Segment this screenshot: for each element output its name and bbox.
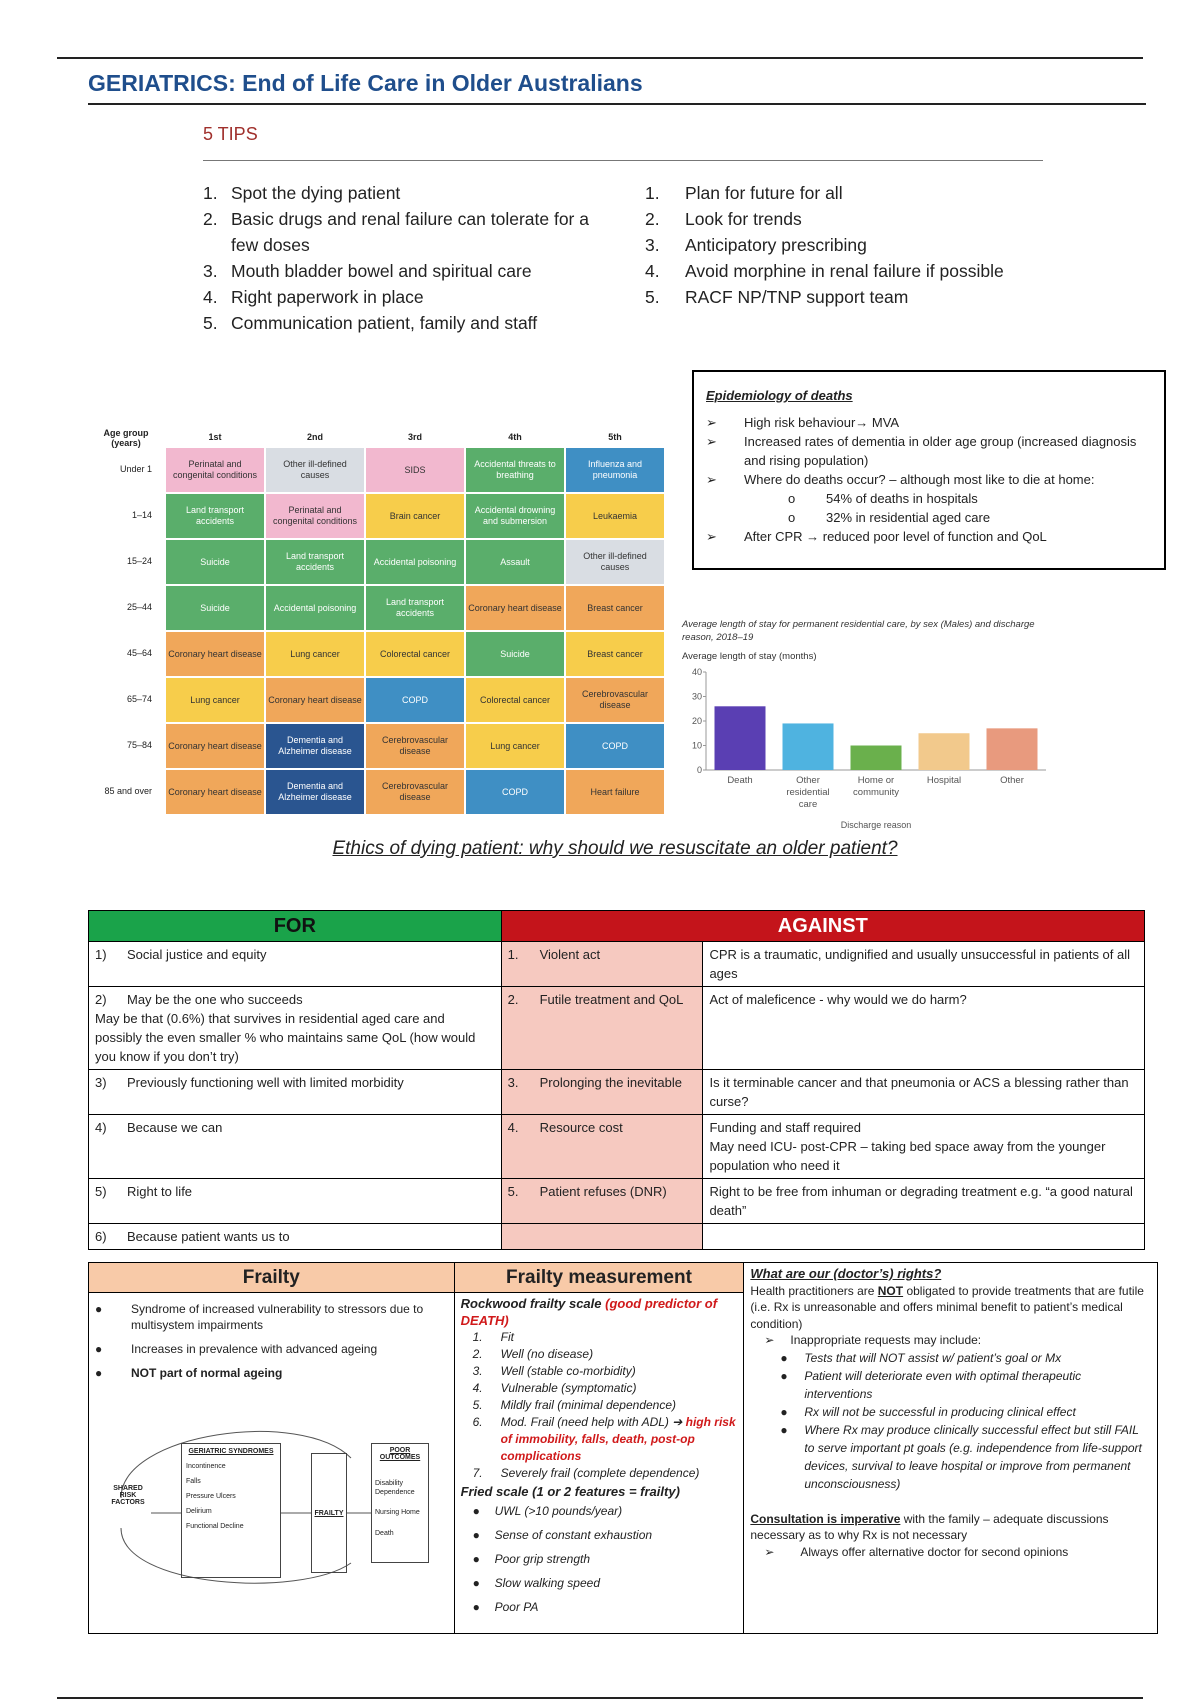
list-item: 1. Plan for future for all — [645, 183, 843, 203]
list-item: 4. Vulnerable (symptomatic) — [472, 1381, 637, 1395]
cause-cell: Coronary heart disease — [165, 769, 265, 815]
list-item: ● Sense of constant exhaustion — [472, 1528, 653, 1542]
list-item: 6. Mod. Frail (need help with ADL) ➔ high risk of immobility, falls, death, post-op complications — [472, 1415, 736, 1463]
list-item: Falls — [186, 1478, 201, 1485]
cause-cell: COPD — [465, 769, 565, 815]
list-item: ● Increases in prevalence with advanced ageing — [95, 1342, 378, 1356]
list-item: 5. Mildly frail (minimal dependence) — [472, 1398, 677, 1412]
length-of-stay-chart — [680, 660, 1060, 830]
age-label: 25–44 — [126, 602, 152, 612]
cause-cell: Accidental threats to breathing — [465, 447, 565, 493]
list-item: 2. Basic drugs and renal failure can tolerate for a few doses — [203, 209, 589, 255]
rank-header: 4th — [508, 432, 522, 442]
list-item: ➢ Always offer alternative doctor for second opinions — [764, 1544, 1069, 1559]
x-axis-label: Discharge reason — [840, 820, 912, 830]
cause-cell: Land transport accidents — [265, 539, 365, 585]
age-group-header: Age group (years) — [103, 428, 149, 448]
list-item: ➢ High risk behaviour→ MVA — [706, 415, 900, 430]
cause-cell: Lung cancer — [265, 631, 365, 677]
cause-cell: Coronary heart disease — [165, 631, 265, 677]
frailty-diagram — [101, 1413, 431, 1593]
cause-cell: Land transport accidents — [165, 493, 265, 539]
cause-cell: Accidental poisoning — [265, 585, 365, 631]
cause-cell: Perinatal and congenital conditions — [165, 447, 265, 493]
epidemiology-heading: Epidemiology of deaths — [706, 388, 853, 403]
x-tick-label: Hospital — [926, 775, 962, 786]
list-item: 3. Anticipatory prescribing — [645, 235, 867, 255]
list-item: o 54% of deaths in hospitals — [788, 491, 978, 506]
tips-rule — [203, 160, 1043, 161]
fried-list — [461, 1499, 738, 1619]
list-item: Incontinence — [186, 1463, 226, 1470]
cause-cell: Dementia and Alzheimer disease — [265, 769, 365, 815]
frailty-measurement-cell: Rockwood frailty scale (good predictor of DEATH) 1. Fit 2. Well (no disease) 3. Well (stable co-morbidity) 4. Vulnerable (symptomatic) 5. Mildly frail (minimal dependence) 6. Mod. Frail (need help with ADL) ➔ high risk of immobility, falls, death, post-op complications 7. Severely frail (complete dependence) Fried scale (1 or 2 features = frailty) ● UWL (>10 pounds/year) ● Sense of constant exhaustion ● Poor grip strength ● Slow walking speed ● Poor PA — [454, 1293, 744, 1634]
tips-heading: 5 TIPS — [203, 124, 258, 144]
against-header: AGAINST — [501, 911, 1144, 942]
cause-cell: Breast cancer — [565, 585, 665, 631]
list-item: 5. RACF NP/TNP support team — [645, 287, 909, 307]
cause-cell: Coronary heart disease — [265, 677, 365, 723]
list-item: ➢ Where do deaths occur? – although most like to die at home: — [706, 472, 1095, 487]
cause-cell: Coronary heart disease — [465, 585, 565, 631]
cause-cell: Other ill-defined causes — [565, 539, 665, 585]
cause-cell: Other ill-defined causes — [265, 447, 365, 493]
y-tick-label: 0 — [696, 765, 702, 775]
list-item: 3. Well (stable co-morbidity) — [472, 1364, 636, 1378]
title-underline — [88, 103, 1146, 105]
list-item: Nursing Home — [375, 1509, 420, 1516]
rights-heading: What are our (doctor’s) rights? — [750, 1266, 942, 1281]
list-item: ➢ Inappropriate requests may include: — [764, 1333, 982, 1347]
list-item: Functional Decline — [186, 1523, 244, 1530]
cause-cell: Cerebrovascular disease — [565, 677, 665, 723]
x-tick-label: Death — [727, 775, 753, 786]
list-item: ➢ Increased rates of dementia in older age group (increased diagnosis and rising population) — [706, 434, 1137, 468]
cause-cell: SIDS — [365, 447, 465, 493]
frailty-cell — [89, 1293, 455, 1634]
cause-cell: Accidental poisoning — [365, 539, 465, 585]
cause-cell: COPD — [565, 723, 665, 769]
cause-cell: Colorectal cancer — [365, 631, 465, 677]
list-item: 5. Communication patient, family and staff — [203, 313, 538, 333]
bar — [851, 746, 902, 771]
doctor-rights-cell: What are our (doctor’s) rights? Health practitioners are NOT obligated to provide treatments that are futile (i.e. Rx is unreasonable and offers minimal benefit to patient’s medical condition) ➢ Inappropriate requests may include: ● Tests that will NOT assist w/ patient’s goal or Mx ● Patient will deteriorate even with optimal therapeutic interventions ● Rx will not be successful in producing clinical effect ● Where Rx may produce clinically successful effect but still FAIL to serve important pt goals (e.g. independence from life-support devices, survival to leave hospital or improve from permanent unconsciousness) Consultation is imperative with the family – adequate discussions necessary as to why Rx is not necessary ➢ Always offer alternative doctor for second opinions — [744, 1263, 1158, 1634]
bar — [919, 733, 970, 770]
cause-cell: Perinatal and congenital conditions — [265, 493, 365, 539]
table-row: 6) Because patient wants us to — [89, 1224, 1145, 1250]
rockwood-list — [461, 1329, 738, 1482]
table-row: 1) Social justice and equity 1. Violent act CPR is a traumatic, undignified and usually unsuccessful in patients of all ages — [89, 942, 1145, 987]
table-row: 2) May be the one who succeeds May be that (0.6%) that survives in residential aged care and possibly the even smaller % who maintains same QoL (how would you know if you don’t try) 2. Futile treatment and QoL Act of maleficence - why would we do harm? — [89, 987, 1145, 1070]
list-item: ● Poor PA — [472, 1600, 539, 1614]
rank-header: 2nd — [306, 432, 323, 442]
list-item: Disability Dependence — [375, 1480, 415, 1496]
age-label: Under 1 — [119, 464, 152, 474]
rank-header: 1st — [208, 432, 222, 442]
cause-cell: Land transport accidents — [365, 585, 465, 631]
list-item: 7. Severely frail (complete dependence) — [472, 1466, 700, 1480]
y-tick-label: 10 — [691, 740, 702, 751]
list-item: Death — [375, 1530, 394, 1537]
cause-cell: COPD — [365, 677, 465, 723]
cause-cell: Influenza and pneumonia — [565, 447, 665, 493]
poor-outcomes-box: POOR OUTCOMES Disability Dependence Nursing Home Death — [371, 1443, 429, 1563]
cause-cell: Lung cancer — [165, 677, 265, 723]
list-item: ● Tests that will NOT assist w/ patient’s goal or Mx — [780, 1350, 1062, 1365]
table-row: 4) Because we can 4. Resource cost Funding and staff required May need ICU- post-CPR – taking bed space away from the younger population who need it — [89, 1115, 1145, 1179]
list-item: ● Syndrome of increased vulnerability to stressors due to multisystem impairments — [95, 1302, 424, 1332]
age-label: 85 and over — [104, 786, 152, 796]
cause-cell: Suicide — [165, 539, 265, 585]
rank-header: 5th — [608, 432, 622, 442]
tips-right-list — [645, 180, 1065, 310]
list-item: ● Slow walking speed — [472, 1576, 601, 1590]
frailty-measurement-header: Frailty measurement — [454, 1263, 744, 1293]
list-item: ● UWL (>10 pounds/year) — [472, 1504, 623, 1518]
cause-cell: Suicide — [465, 631, 565, 677]
chart-ylabel: Average length of stay (months) — [682, 651, 817, 662]
list-item: Delirium — [186, 1508, 212, 1515]
y-tick-label: 40 — [691, 667, 702, 677]
cause-cell: Brain cancer — [365, 493, 465, 539]
list-item: ● Where Rx may produce clinically successful effect but still FAIL to serve important pt goals (e.g. independence from life-support devices, survival to leave hospital or improve from permanent unconsciousness) — [780, 1422, 1142, 1491]
cause-cell: Coronary heart disease — [165, 723, 265, 769]
top-rule — [57, 57, 1143, 59]
bar — [783, 723, 834, 770]
age-label: 65–74 — [126, 694, 152, 704]
list-item: o 32% in residential aged care — [788, 510, 991, 525]
geriatric-syndromes-box: GERIATRIC SYNDROMES Incontinence Falls Pressure Ulcers Delirium Functional Decline — [181, 1443, 281, 1578]
tips-left-list — [203, 180, 613, 336]
chart-title: Average length of stay for permanent residential care, by sex (Males) and discharge reason, 2018–19 — [682, 619, 1035, 643]
y-tick-label: 20 — [691, 716, 702, 726]
epidemiology-box — [692, 370, 1166, 570]
cause-cell: Leukaemia — [565, 493, 665, 539]
list-item: ➢ After CPR → reduced poor level of function and QoL — [706, 529, 1047, 544]
age-label: 15–24 — [126, 556, 152, 566]
cause-cell: Assault — [465, 539, 565, 585]
list-item: 4. Avoid morphine in renal failure if possible — [645, 261, 1004, 281]
list-item: ● Poor grip strength — [472, 1552, 590, 1566]
frailty-header: Frailty — [89, 1263, 455, 1293]
age-label: 75–84 — [126, 740, 152, 750]
rockwood-title: Rockwood frailty scale — [460, 1296, 602, 1311]
list-item: Pressure Ulcers — [186, 1493, 236, 1500]
cause-cell: Dementia and Alzheimer disease — [265, 723, 365, 769]
x-tick-label: Other — [1000, 775, 1024, 786]
bar — [715, 706, 766, 770]
page-title: GERIATRICS: End of Life Care in Older Australians — [88, 70, 643, 96]
list-item: 2. Well (no disease) — [472, 1347, 594, 1361]
bar — [987, 728, 1038, 770]
list-item: 1. Fit — [472, 1330, 514, 1344]
list-item: 4. Right paperwork in place — [203, 287, 424, 307]
list-item: ● Rx will not be successful in producing clinical effect — [780, 1404, 1076, 1419]
rank-header: 3rd — [407, 432, 422, 442]
frailty-table — [88, 1262, 1158, 1634]
age-label: 45–64 — [126, 648, 152, 658]
table-row: 5) Right to life 5. Patient refuses (DNR) Right to be free from inhuman or degrading treatment e.g. “a good natural death” — [89, 1179, 1145, 1224]
x-tick-label: Home or community — [853, 775, 899, 798]
ethics-table — [88, 910, 1145, 1250]
for-header: FOR — [89, 911, 502, 942]
cause-cell: Colorectal cancer — [465, 677, 565, 723]
cause-cell: Lung cancer — [465, 723, 565, 769]
list-item: ● Patient will deteriorate even with optimal therapeutic interventions — [780, 1368, 1082, 1401]
fried-title: Fried scale (1 or 2 features = frailty) — [460, 1484, 680, 1499]
ethics-title: Ethics of dying patient: why should we resuscitate an older patient? — [332, 838, 898, 859]
y-tick-label: 30 — [691, 691, 702, 702]
cause-cell: Cerebrovascular disease — [365, 769, 465, 815]
cause-cell: Suicide — [165, 585, 265, 631]
shared-risk-factors: SHARED RISK FACTORS — [111, 1485, 145, 1506]
list-item: ● NOT part of normal ageing — [95, 1366, 283, 1380]
x-tick-label: Other residential care — [786, 775, 830, 810]
table-row: 3) Previously functioning well with limited morbidity 3. Prolonging the inevitable Is it terminable cancer and that pneumonia or ACS a blessing rather than curse? — [89, 1070, 1145, 1115]
bottom-rule — [57, 1697, 1143, 1699]
list-item: 1. Spot the dying patient — [203, 183, 401, 203]
cause-cell: Accidental drowning and submersion — [465, 493, 565, 539]
cause-cell: Cerebrovascular disease — [365, 723, 465, 769]
frailty-node: FRAILTY — [311, 1453, 347, 1573]
age-label: 1–14 — [131, 510, 152, 520]
cause-cell: Heart failure — [565, 769, 665, 815]
cause-cell: Breast cancer — [565, 631, 665, 677]
list-item: 2. Look for trends — [645, 209, 802, 229]
list-item: 3. Mouth bladder bowel and spiritual care — [203, 261, 532, 281]
